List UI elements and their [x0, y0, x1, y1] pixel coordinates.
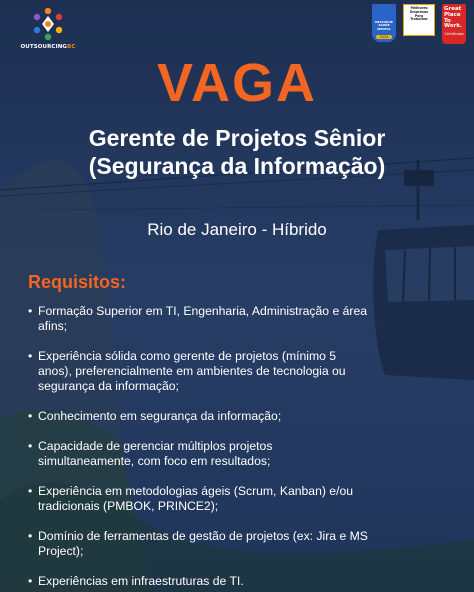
badge-destaque: DESTAQUE SAÚDE MENTAL 2024 [372, 4, 396, 42]
badge-melhores-empresas: Melhores Empresas Para Trabalhar [403, 4, 435, 36]
job-title-line-2: (Segurança da Informação) [88, 153, 386, 179]
requirements-list [28, 304, 428, 589]
requirement-item: • Experiência em metodologias ágeis (Scrum, Kanban) e/ou tradicionais (PMBOK, PRINCE2); [28, 484, 428, 514]
requirement-item: • Capacidade de gerenciar múltiplos projetos simultaneamente, com foco em resultados; [28, 439, 428, 469]
company-logo [20, 6, 76, 50]
job-location: Rio de Janeiro - Híbrido [147, 220, 327, 239]
badge-great-place-to-work: Great Place To Work. Certificada [442, 4, 466, 44]
requirements-heading: Requisitos: [28, 272, 127, 292]
logo-icon [30, 6, 66, 42]
job-title-line-1: Gerente de Projetos Sênior [88, 125, 386, 151]
certification-badges [372, 4, 466, 44]
headline: VAGA [156, 53, 317, 113]
job-title [0, 124, 474, 180]
requirement-item: • Domínio de ferramentas de gestão de projetos (ex: Jira e MS Project); [28, 529, 428, 559]
logo-wordmark: OUTSOURCINGBC [20, 44, 76, 50]
requirement-item: • Formação Superior em TI, Engenharia, Administração e área afins; [28, 304, 428, 334]
requirement-item: • Conhecimento em segurança da informação; [28, 409, 428, 424]
requirement-item: • Experiência sólida como gerente de projetos (mínimo 5 anos), preferencialmente em ambientes de tecnologia ou segurança da informação; [28, 349, 428, 394]
requirement-item: • Experiências em infraestruturas de TI. [28, 574, 428, 589]
